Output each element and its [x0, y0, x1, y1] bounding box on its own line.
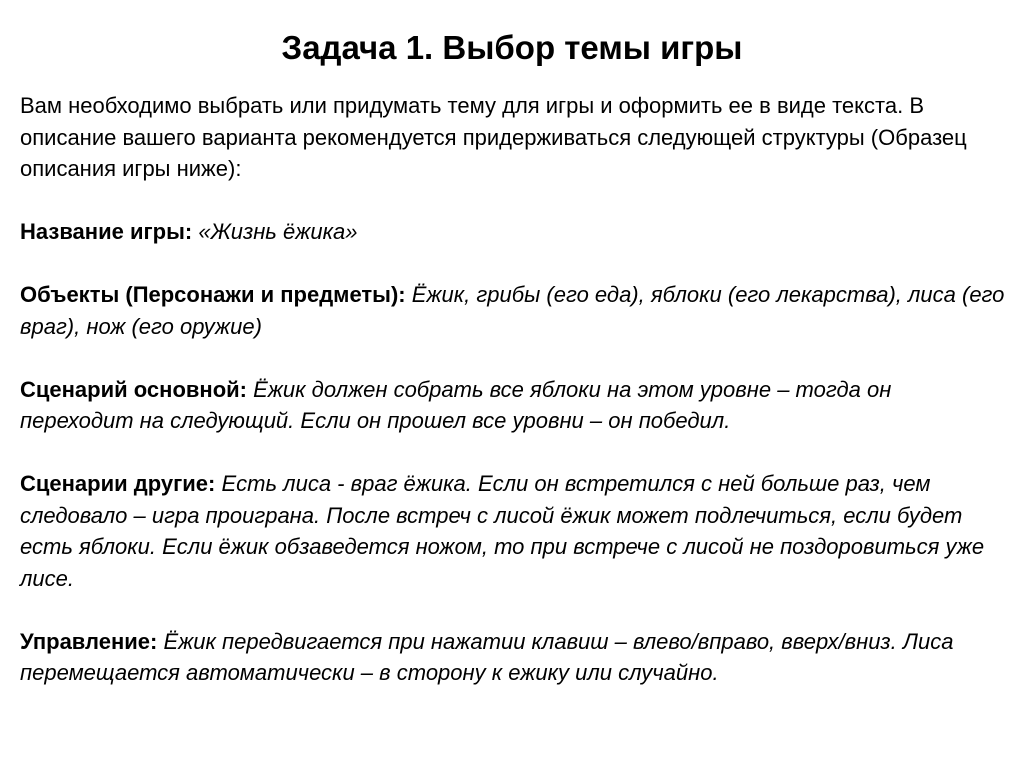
section-label: Сценарии другие:	[20, 471, 216, 496]
section-text: Есть лиса - враг ёжика. Если он встретился с ней больше раз, чем следовало – игра проиграна. После встреч с лисой ёжик может подлечиться, если будет есть яблоки. Если ёжик обзаведется ножом, то при встрече с лисой не поздоровиться уже лисе.	[20, 471, 985, 591]
intro-paragraph: Вам необходимо выбрать или придумать тему для игры и оформить ее в виде текста. В описание вашего варианта рекомендуется придерживаться следующей структуры (Образец описания игры ниже):	[20, 93, 967, 181]
section-label: Управление:	[20, 628, 158, 654]
section-text: Ёжик должен собрать все яблоки на этом уровне – тогда он переходит на следующий. Если он прошел все уровни – он победил.	[20, 376, 892, 433]
section-other-scenarios	[20, 468, 1010, 594]
section-text: «Жизнь ёжика»	[198, 219, 358, 244]
section-controls	[20, 626, 1010, 689]
section-label: Сценарий основной:	[20, 376, 247, 402]
section-label: Название игры:	[20, 219, 193, 244]
section-label: Объекты (Персонажи и предметы):	[20, 282, 406, 307]
slide-body	[20, 90, 1010, 720]
slide-title: Задача 1. Выбор темы игры	[281, 29, 743, 66]
section-text: Ёжик передвигается при нажатии клавиш – влево/вправо, вверх/вниз. Лиса перемещается автоматически – в сторону к ежику или случайно.	[20, 628, 954, 685]
section-game-name	[20, 216, 1010, 248]
section-objects	[20, 279, 1010, 342]
section-main-scenario	[20, 374, 1010, 437]
section-text: Ёжик, грибы (его еда), яблоки (его лекарства), лиса (его враг), нож (его оружие)	[20, 282, 1005, 339]
